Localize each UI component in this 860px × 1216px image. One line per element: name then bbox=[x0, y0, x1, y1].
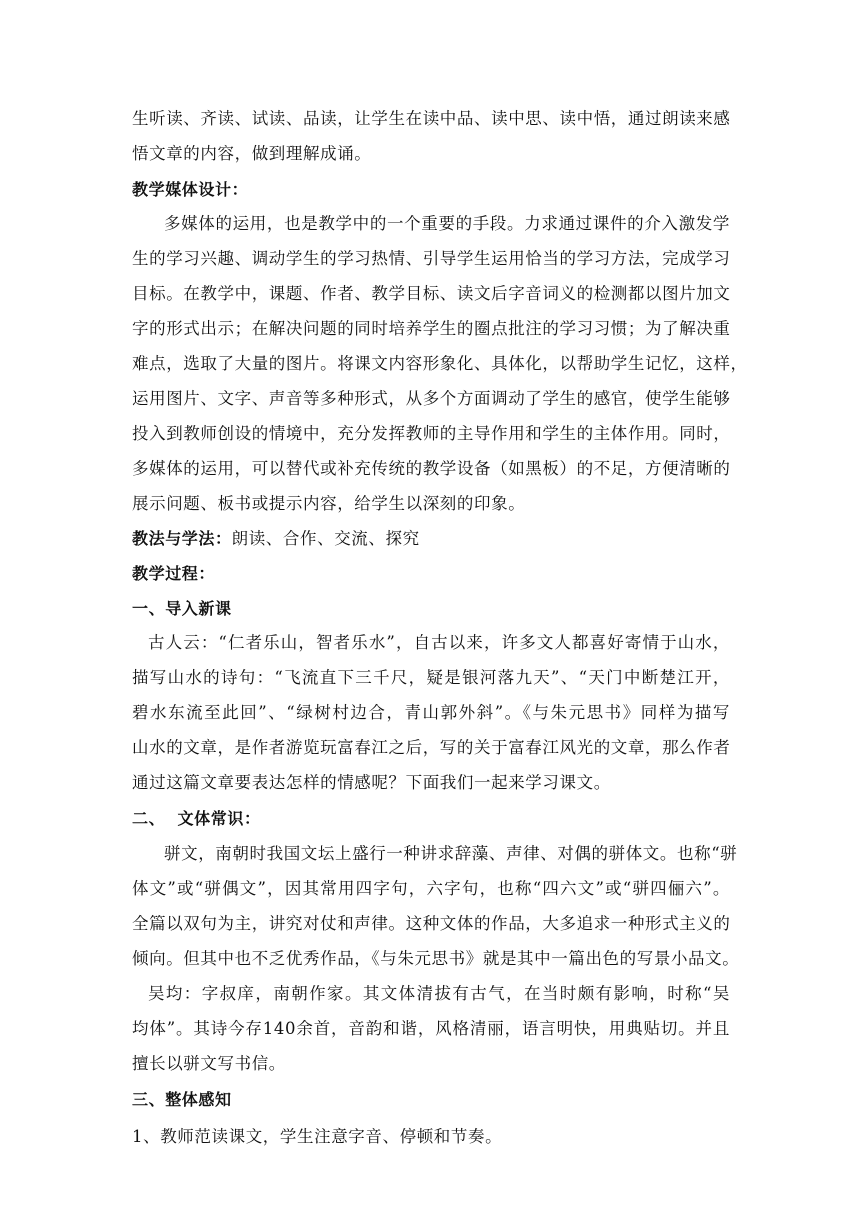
paragraph-line: 生听读、齐读、试读、品读，让学生在读中品、读中思、读中悟，通过朗读来感 bbox=[132, 109, 731, 128]
paragraph-line: 通过这篇文章要表达怎样的情感呢？下面我们一起来学习课文。 bbox=[132, 773, 611, 792]
paragraph-line: 古人云：“仁者乐山，智者乐水”，自古以来，许多文人都喜好寄情于山水， bbox=[148, 633, 730, 652]
paragraph-line: 描写山水的诗句：“飞流直下三千尺，疑是银河落九天”、“天门中断楚江开， bbox=[132, 668, 730, 687]
paragraph-line: 多媒体的运用，也是教学中的一个重要的手段。力求通过课件的介入激发学 bbox=[164, 214, 730, 233]
paragraph-line: 难点，选取了大量的图片。将课文内容形象化、具体化，以帮助学生记忆，这样， bbox=[132, 354, 748, 373]
paragraph-line: 多媒体的运用，可以替代或补充传统的教学设备（如黑板）的不足，方便清晰的 bbox=[132, 459, 731, 478]
section-heading-media-design: 教学媒体设计： bbox=[132, 180, 249, 199]
paragraph-line: 山水的文章，是作者游览玩富春江之后，写的关于富春江风光的文章，那么作者 bbox=[132, 738, 731, 757]
section-heading-overall: 三、整体感知 bbox=[132, 1090, 232, 1109]
paragraph-line: 倾向。但其中也不乏优秀作品，《与朱元思书》就是其中一篇出色的写景小品文。 bbox=[132, 949, 740, 968]
paragraph-line: 吴均：字叔庠，南朝作家。其文体清拔有古气，在当时颇有影响，时称“吴 bbox=[148, 984, 730, 1003]
methods-line bbox=[132, 528, 420, 550]
paragraph-line: 擅长以骈文写书信。 bbox=[132, 1054, 286, 1073]
section-heading-genre: 二、 文体常识： bbox=[132, 809, 261, 828]
paragraph-line: 运用图片、文字、声音等多种形式，从多个方面调动了学生的感官，使学生能够 bbox=[132, 389, 731, 408]
paragraph-line: 目标。在教学中，课题、作者、教学目标、读文后字音词义的检测都以图片加文 bbox=[132, 284, 731, 303]
methods-label: 教法与学法： bbox=[132, 529, 232, 548]
paragraph-line: 生的学习兴趣、调动学生的学习热情、引导学生运用恰当的学习方法，完成学习 bbox=[132, 249, 731, 268]
paragraph-line: 字的形式出示；在解决问题的同时培养学生的圈点批注的学习习惯；为了解决重 bbox=[132, 319, 731, 338]
section-heading-intro: 一、导入新课 bbox=[132, 599, 232, 618]
paragraph-line: 投入到教师创设的情境中，充分发挥教师的主导作用和学生的主体作用。同时， bbox=[132, 424, 731, 443]
paragraph-line: 展示问题、板书或提示内容，给学生以深刻的印象。 bbox=[132, 494, 526, 513]
paragraph-line: 骈文，南朝时我国文坛上盛行一种讲求辞藻、声律、对偶的骈体文。也称“骈 bbox=[164, 844, 738, 863]
paragraph-line: 悟文章的内容，做到理解成诵。 bbox=[132, 144, 372, 163]
paragraph-line: 均体”。其诗今存140余首，音韵和谐，风格清丽，语言明快，用典贴切。并且 bbox=[132, 1019, 730, 1038]
methods-text: 朗读、合作、交流、探究 bbox=[231, 529, 420, 548]
paragraph-line: 全篇以双句为主，讲究对仗和声律。这种文体的作品，大多追求一种形式主义的 bbox=[132, 914, 731, 933]
section-heading-teaching-process: 教学过程： bbox=[132, 564, 216, 583]
paragraph-line: 碧水东流至此回”、“绿树村边合，青山郭外斜”。《与朱元思书》同样为描写 bbox=[132, 703, 730, 722]
paragraph-line: 1、教师范读课文，学生注意字音、停顿和节奏。 bbox=[132, 1127, 503, 1146]
paragraph-line: 体文”或“骈偶文”，因其常用四字句，六字句，也称“四六文”或“骈四俪六”。 bbox=[132, 879, 730, 898]
